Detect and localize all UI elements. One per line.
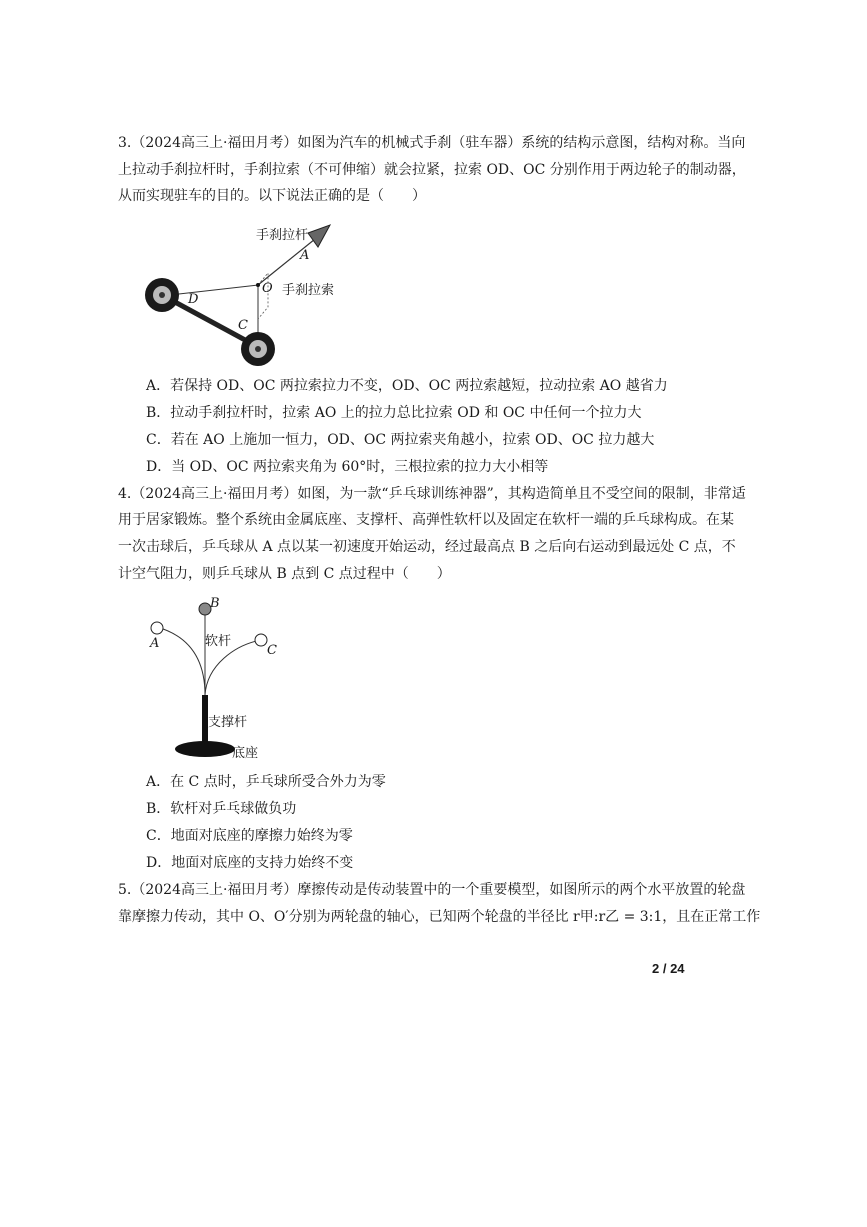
point-c-label: C [238, 318, 248, 333]
point-c-label: C [267, 643, 277, 658]
pingpong-trainer-diagram [145, 595, 305, 765]
lever-label: 手刹拉杆 [256, 228, 309, 243]
q4-line-2: 用于居家锻炼。整个系统由金属底座、支撑杆、高弹性软杆以及固定在软杆一端的乒乓球构成。在某 [118, 512, 734, 528]
support-rod-label: 支撑杆 [208, 715, 248, 730]
q4-option-a: A．在 C 点时，乒乓球所受合外力为零 [146, 774, 386, 790]
point-a-label: A [300, 248, 310, 263]
q4-line-1: 4.（2024高三上·福田月考）如图，为一款“乒乓球训练神器”，其构造简单且不受空间的限制，非常适 [118, 486, 746, 502]
cable-label: 手刹拉索 [282, 283, 335, 298]
base-label: 底座 [232, 746, 259, 761]
q3-option-a: A．若保持 OD、OC 两拉索拉力不变，OD、OC 两拉索越短，拉动拉索 AO 越省力 [146, 378, 668, 394]
point-b-label: B [210, 596, 220, 611]
soft-rod-label: 软杆 [205, 634, 232, 649]
point-d-label: D [188, 292, 199, 307]
point-o-label: O [262, 281, 273, 296]
q4-line-3: 一次击球后，乒乓球从 A 点以某一初速度开始运动，经过最高点 B 之后向右运动到最远处 C 点，不 [118, 539, 736, 555]
page-number: 2 / 24 [652, 961, 685, 976]
handbrake-diagram [140, 215, 370, 375]
q3-option-d: D．当 OD、OC 两拉索夹角为 60°时，三根拉索的拉力大小相等 [146, 459, 549, 475]
q4-line-4: 计空气阻力，则乒乓球从 B 点到 C 点过程中（ ） [118, 566, 451, 582]
q3-line-3: 从而实现驻车的目的。以下说法正确的是（ ） [118, 188, 426, 204]
point-a-label: A [150, 636, 160, 651]
q4-option-b: B．软杆对乒乓球做负功 [146, 801, 297, 817]
q5-line-2: 靠摩擦力传动，其中 O、O′分别为两轮盘的轴心，已知两个轮盘的半径比 r甲:r乙 = 3:1，且在正常工作 [118, 909, 761, 925]
q4-option-c: C．地面对底座的摩擦力始终为零 [146, 828, 353, 844]
q3-line-1: 3.（2024高三上·福田月考）如图为汽车的机械式手刹（驻车器）系统的结构示意图，结构对称。当向 [118, 135, 746, 151]
q3-line-2: 上拉动手刹拉杆时，手刹拉索（不可伸缩）就会拉紧，拉索 OD、OC 分别作用于两边轮子的制动器， [118, 162, 746, 178]
q5-line-1: 5.（2024高三上·福田月考）摩擦传动是传动装置中的一个重要模型，如图所示的两个水平放置的轮盘 [118, 882, 746, 898]
q3-option-b: B．拉动手刹拉杆时，拉索 AO 上的拉力总比拉索 OD 和 OC 中任何一个拉力大 [146, 405, 642, 421]
q4-option-d: D．地面对底座的支持力始终不变 [146, 855, 354, 871]
q3-option-c: C．若在 AO 上施加一恒力，OD、OC 两拉索夹角越小，拉索 OD、OC 拉力越大 [146, 432, 655, 448]
